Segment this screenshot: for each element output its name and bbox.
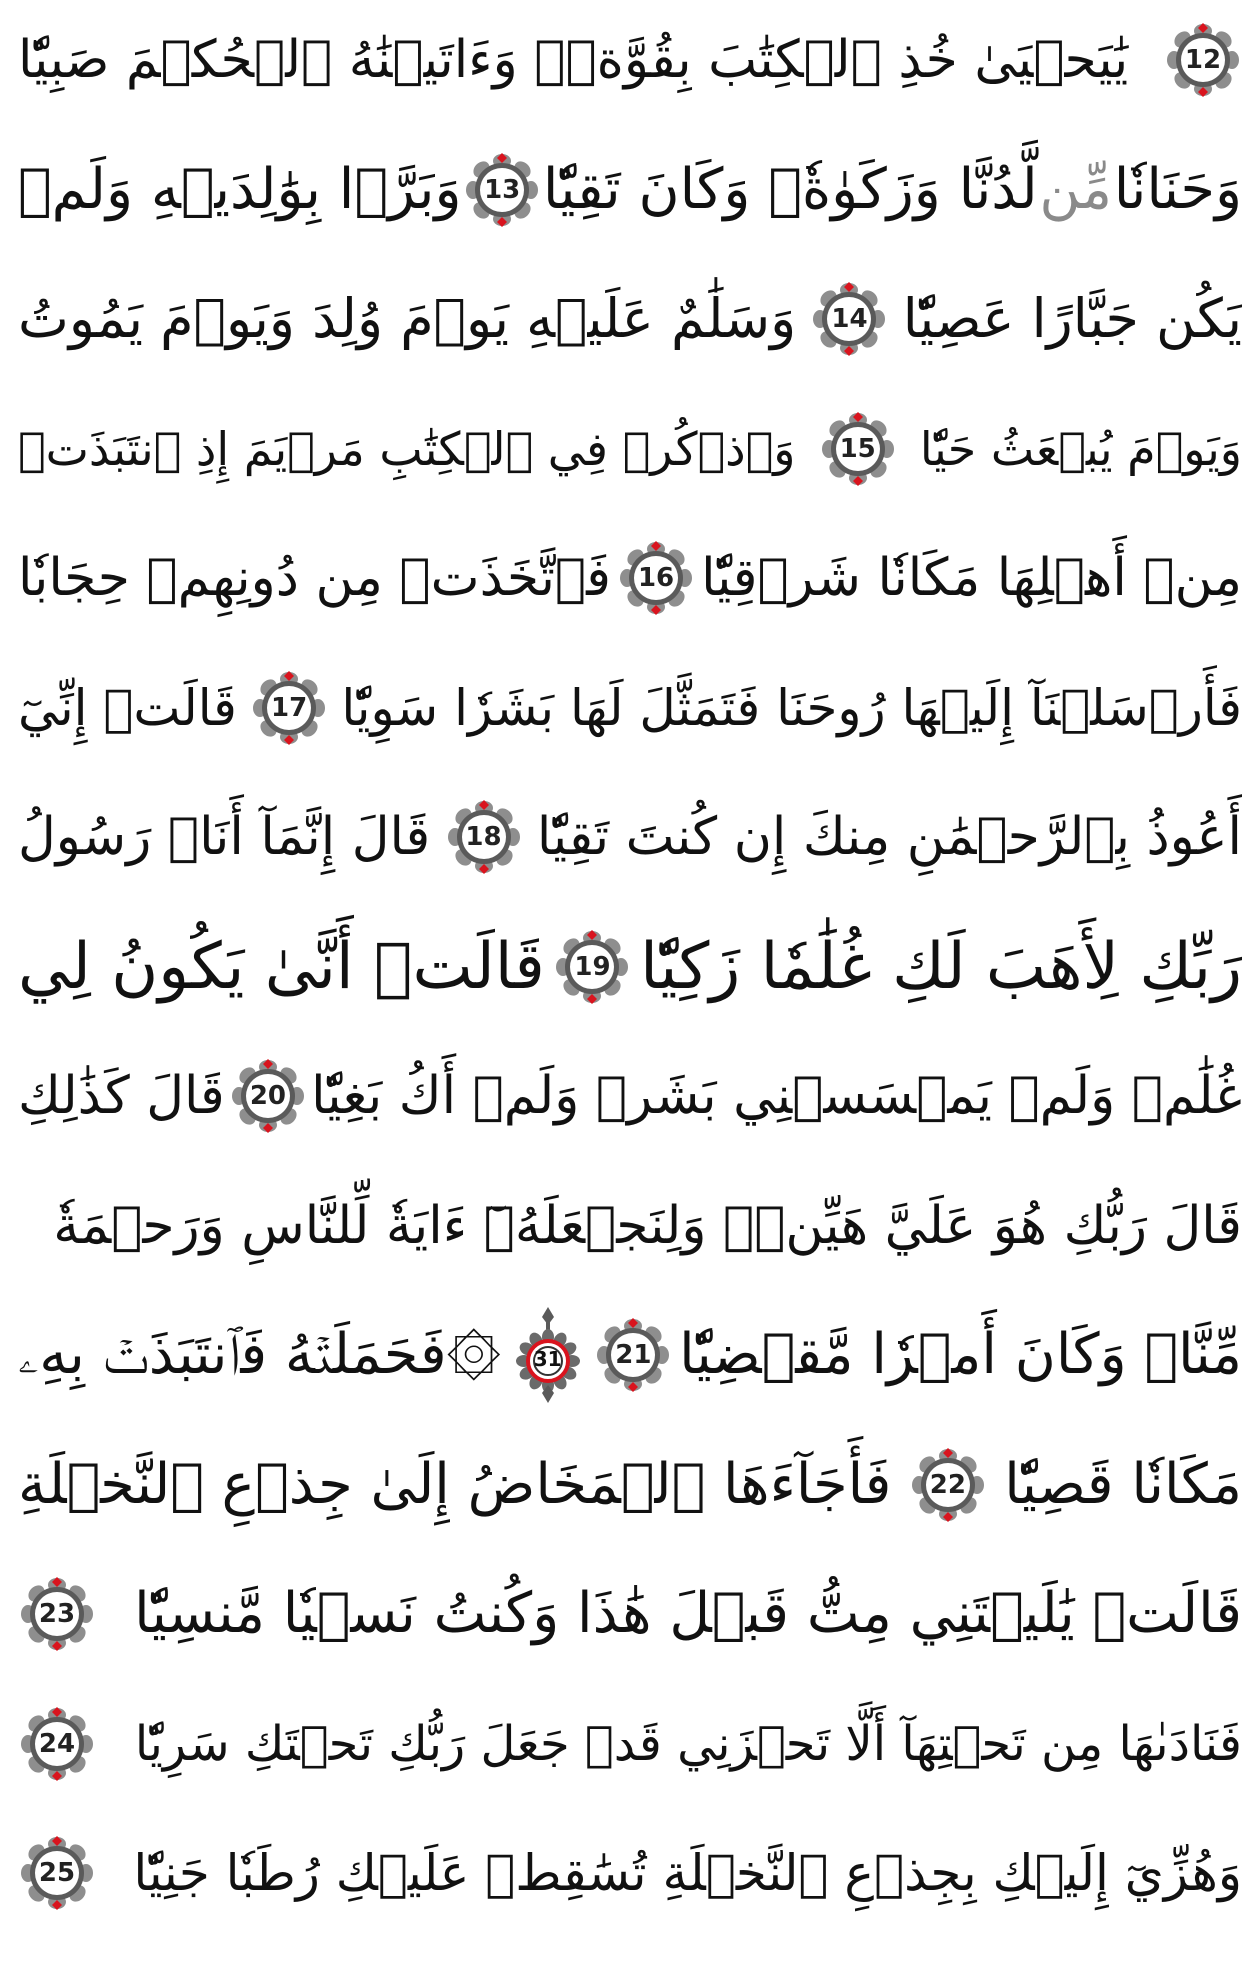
ayah-end-marker-icon [909,1446,987,1524]
quran-line [18,6,1242,114]
verse-text: وَهُزِّيٓ إِلَيۡكِ بِجِذۡعِ ٱلنَّخۡلَةِ تُسَٰقِطۡ عَلَيۡكِ رُطَبٗا جَنِيّٗا [133,1844,1242,1902]
verse-text: قَالَتۡ يَٰلَيۡتَنِي مِتُّ قَبۡلَ هَٰذَا وَكُنتُ نَسۡيٗا مَّنسِيّٗا [134,1581,1242,1646]
verse-text: وَٱذۡكُرۡ فِي ٱلۡكِتَٰبِ مَرۡيَمَ إِذِ ٱنتَبَذَتۡ [18,421,796,476]
ayah-number: 16 [637,563,675,593]
quran-line [18,1301,1242,1409]
verse-text: فَنَادَىٰهَا مِن تَحۡتِهَآ أَلَّا تَحۡزَنِي قَدۡ جَعَلَ رَبُّكِ تَحۡتَكِ سَرِيّٗا [134,1715,1242,1772]
verse-text: وَحَنَانٗا [1113,156,1242,222]
ayah-end-marker-icon [18,1834,96,1912]
ayah-number: 15 [839,433,876,464]
ayah-number: 23 [38,1599,76,1629]
quran-line [18,913,1242,1021]
ayah-end-marker-icon [18,1705,96,1783]
hizb-quarter-marker-icon [508,1305,588,1405]
ayah-end-marker-icon [1164,21,1242,99]
verse-text: فَأَرۡسَلۡنَآ إِلَيۡهَا رُوحَنَا فَتَمَثَّلَ لَهَا بَشَرٗا سَوِيّٗا [341,678,1242,737]
verse-text: مِّن [1039,156,1113,222]
quran-line [18,1431,1242,1539]
ayah-number: 12 [1184,45,1222,75]
ayah-end-marker-icon [819,410,897,488]
quran-line [18,1042,1242,1150]
quran-line [18,136,1242,244]
ayah-end-marker-icon [553,928,631,1006]
verse-text: ۞فَحَمَلَتۡهُ فَٱنتَبَذَتۡ بِهِۦ [18,1322,501,1387]
ayah-number: 24 [38,1728,76,1759]
ayah-end-marker-icon [250,669,328,747]
quran-line [18,1560,1242,1668]
verse-text: قَالَ إِنَّمَآ أَنَا۠ رَسُولُ [18,807,431,867]
quran-line [18,1690,1242,1798]
ayah-end-marker-icon [445,798,523,876]
verse-text: أَعُوذُ بِٱلرَّحۡمَٰنِ مِنكَ إِن كُنتَ تَقِيّٗا [536,807,1242,867]
quran-line [18,1172,1242,1280]
ayah-number: 21 [615,1340,652,1370]
quran-line [18,654,1242,762]
ayah-end-marker-icon [229,1057,307,1135]
ayah-end-marker-icon [810,280,888,358]
verse-text: قَالَ كَذَٰلِكِ [18,1066,225,1126]
verse-text: يَكُن جَبَّارًا عَصِيّٗا [902,287,1242,350]
ayah-number: 13 [484,174,521,205]
ayah-number: 18 [465,822,502,852]
ayah-number: 22 [929,1469,966,1500]
ayah-end-marker-icon [594,1316,672,1394]
verse-text: قَالَتۡ أَنَّىٰ يَكُونُ لِي [18,929,545,1004]
verse-text: رَبِّكِ لِأَهَبَ لَكِ غُلَٰمٗا زَكِيّٗا [640,929,1242,1004]
ayah-end-marker-icon [463,151,541,229]
verse-text: مِنۡ أَهۡلِهَا مَكَانٗا شَرۡقِيّٗا [701,548,1242,608]
verse-text: وَيَوۡمَ يُبۡعَثُ حَيّٗا [919,421,1242,476]
quran-line [18,265,1242,373]
verse-text: فَأَجَآءَهَا ٱلۡمَخَاضُ إِلَىٰ جِذۡعِ ٱلنَّخۡلَةِ [18,1451,892,1517]
quran-line [18,1819,1242,1927]
verse-text: قَالَتۡ إِنِّيٓ [18,678,237,737]
verse-text: غُلَٰمٞ وَلَمۡ يَمۡسَسۡنِي بَشَرٞ وَلَمۡ أَكُ بَغِيّٗا [311,1066,1242,1126]
ayah-end-marker-icon [617,539,695,617]
ayah-number: 19 [574,951,611,982]
verse-text: يَٰيَحۡيَىٰ خُذِ ٱلۡكِتَٰبَ بِقُوَّةٖۖ وَءَاتَيۡنَٰهُ ٱلۡحُكۡمَ صَبِيّٗا [18,30,1129,90]
quran-line [18,395,1242,503]
ayah-number: 20 [249,1081,287,1111]
verse-text: قَالَ رَبُّكِ هُوَ عَلَيَّ هَيِّنٞۖ وَلِنَجۡعَلَهُۥٓ ءَايَةٗ لِّلنَّاسِ وَرَحۡمَةٗ [53,1195,1242,1256]
ayah-end-marker-icon [18,1575,96,1653]
verse-text: وَسَلَٰمٌ عَلَيۡهِ يَوۡمَ وُلِدَ وَيَوۡمَ يَمُوتُ [18,287,797,350]
verse-text: وَبَرَّۢا بِوَٰلِدَيۡهِ وَلَمۡ [18,156,462,222]
hizb-number: 31 [533,1347,562,1371]
verse-text: مِّنَّاۚ وَكَانَ أَمۡرٗا مَّقۡضِيّٗا [679,1322,1242,1387]
quran-line [18,783,1242,891]
verse-text: فَٱتَّخَذَتۡ مِن دُونِهِمۡ حِجَابٗا [18,548,611,608]
ayah-number: 14 [831,304,868,334]
verse-text: مَكَانٗا قَصِيّٗا [1004,1451,1242,1517]
ayah-number: 25 [38,1858,76,1888]
ayah-number: 17 [271,692,308,723]
verse-text: لَّدُنَّا وَزَكَوٰةٗۖ وَكَانَ تَقِيّٗا [542,156,1038,222]
quran-line [18,524,1242,632]
